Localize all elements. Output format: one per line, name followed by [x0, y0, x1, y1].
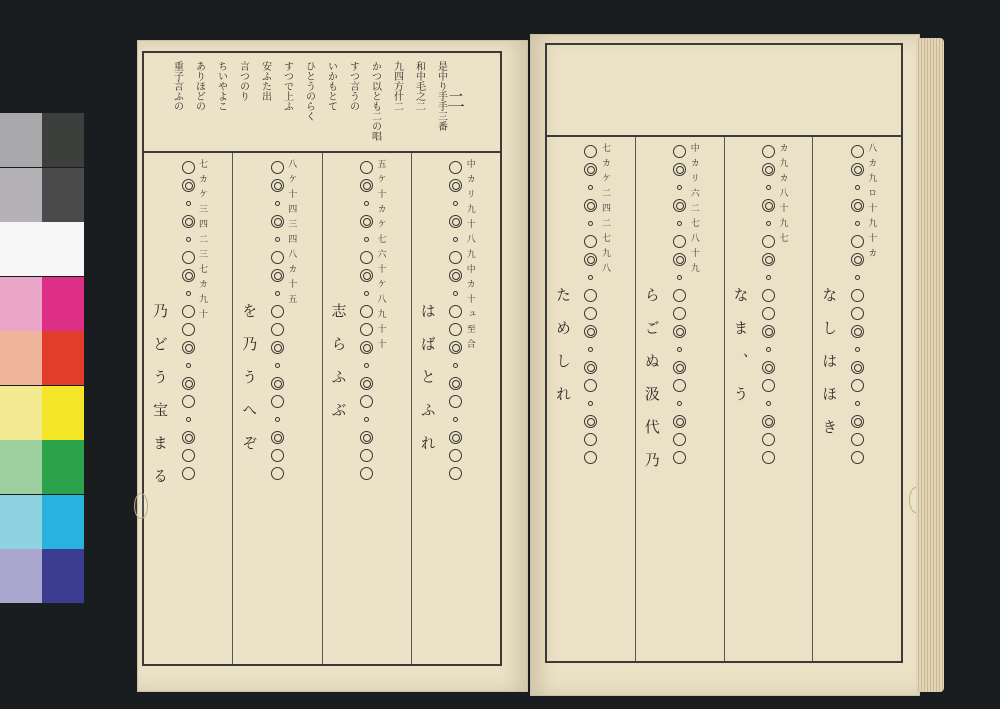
- note-circle-icon: [453, 291, 458, 296]
- header-text-line: 言つのり: [237, 61, 249, 101]
- note-circle-icon: [186, 201, 191, 206]
- header-text-line: 九四方什二: [391, 61, 403, 111]
- note-circle-icon: [182, 251, 195, 264]
- calibration-patch: [0, 440, 42, 494]
- note-circle-icon: [275, 201, 280, 206]
- header-text-line: 重子言ふの: [171, 61, 183, 111]
- lyric-text: ためしれ: [554, 287, 572, 419]
- note-circle-icon: [762, 451, 775, 464]
- note-circle-icon: [449, 431, 462, 444]
- note-circle-icon: [449, 251, 462, 264]
- note-circle-icon: [677, 401, 682, 406]
- note-circle-icon: [851, 235, 864, 248]
- calibration-patch: [42, 386, 84, 440]
- note-circle-icon: [851, 451, 864, 464]
- note-circle-icon: [364, 201, 369, 206]
- note-circle-icon: [271, 215, 284, 228]
- note-circle-icon: [851, 289, 864, 302]
- note-circle-icon: [584, 253, 597, 266]
- note-circle-icon: [673, 433, 686, 446]
- note-circle-icon: [271, 377, 284, 390]
- calibration-patch: [0, 331, 42, 385]
- note-circle-icon: [584, 433, 597, 446]
- notation-annotation: 中カリ九十八九中カ十ュ至合: [464, 159, 475, 354]
- calibration-patch: [42, 277, 84, 331]
- note-circle-icon: [673, 451, 686, 464]
- note-circle-icon: [271, 305, 284, 318]
- note-circle-icon: [271, 395, 284, 408]
- note-circle-icon: [673, 379, 686, 392]
- note-circle-icon: [584, 361, 597, 374]
- note-circle-icon: [275, 417, 280, 422]
- note-circle-icon: [271, 179, 284, 192]
- note-circle-icon: [677, 185, 682, 190]
- note-circle-icon: [271, 269, 284, 282]
- note-circle-icon: [851, 433, 864, 446]
- notation-annotation: 八ケ十四三四八カ十五: [286, 159, 297, 309]
- note-circle-icon: [766, 275, 771, 280]
- color-calibration-strip: [0, 113, 84, 605]
- calibration-patch: [42, 331, 84, 385]
- note-circle-icon: [762, 289, 775, 302]
- note-circle-icon: [588, 347, 593, 352]
- note-circle-icon: [182, 179, 195, 192]
- calibration-patch: [42, 495, 84, 549]
- note-circle-icon: [271, 341, 284, 354]
- note-circle-icon: [182, 341, 195, 354]
- note-circle-icon: [186, 417, 191, 422]
- header-text-line: ありほどの: [193, 61, 205, 111]
- right-page-frame: [545, 43, 903, 663]
- note-circle-icon: [182, 161, 195, 174]
- note-circle-icon: [677, 275, 682, 280]
- note-circle-icon: [360, 395, 373, 408]
- note-circle-icon: [449, 377, 462, 390]
- note-circle-icon: [851, 415, 864, 428]
- note-circle-icon: [851, 361, 864, 374]
- page-number: 二: [447, 91, 465, 112]
- note-circle-icon: [673, 253, 686, 266]
- note-circle-icon: [364, 417, 369, 422]
- note-circle-icon: [855, 185, 860, 190]
- note-circle-icon: [584, 199, 597, 212]
- calibration-patch: [0, 113, 42, 167]
- note-circle-icon: [271, 449, 284, 462]
- note-circle-icon: [182, 449, 195, 462]
- note-circle-icon: [762, 361, 775, 374]
- note-circle-icon: [360, 161, 373, 174]
- note-circle-icon: [275, 291, 280, 296]
- lyric-text: 乃どう宝まる: [151, 303, 169, 501]
- note-circle-icon: [673, 289, 686, 302]
- note-circle-icon: [851, 145, 864, 158]
- note-circle-icon: [673, 163, 686, 176]
- notation-annotation: 八カ九ロ十九十カ: [866, 143, 877, 263]
- left-notation-columns: [144, 153, 500, 664]
- note-circle-icon: [449, 395, 462, 408]
- note-circle-icon: [360, 431, 373, 444]
- note-circle-icon: [360, 323, 373, 336]
- note-circle-icon: [186, 237, 191, 242]
- note-circle-icon: [364, 363, 369, 368]
- note-circle-icon: [360, 341, 373, 354]
- note-circle-icon: [673, 235, 686, 248]
- header-text-line: ちいやよこ: [215, 61, 227, 111]
- calibration-patch: [42, 440, 84, 494]
- note-circle-icon: [766, 221, 771, 226]
- note-circle-icon: [449, 161, 462, 174]
- header-text-line: いかもとて: [325, 61, 337, 111]
- header-text-line: すつ言うの: [347, 61, 359, 111]
- note-circle-icon: [182, 305, 195, 318]
- note-circle-icon: [364, 237, 369, 242]
- note-circle-icon: [364, 291, 369, 296]
- note-circle-icon: [762, 145, 775, 158]
- note-circle-icon: [677, 347, 682, 352]
- note-circle-icon: [762, 379, 775, 392]
- page-edges: [916, 38, 944, 692]
- note-circle-icon: [762, 433, 775, 446]
- note-circle-icon: [584, 289, 597, 302]
- notation-column: [635, 137, 724, 661]
- calibration-patch: [42, 222, 84, 276]
- note-circle-icon: [449, 305, 462, 318]
- notation-column: [144, 153, 232, 664]
- note-circle-icon: [673, 325, 686, 338]
- note-circle-icon: [453, 417, 458, 422]
- note-circle-icon: [182, 215, 195, 228]
- header-text-line: かつ以とも二の唱: [369, 61, 381, 141]
- note-circle-icon: [851, 307, 864, 320]
- calibration-patch: [0, 549, 42, 603]
- lyric-text: はばとふれ: [418, 303, 437, 468]
- note-circle-icon: [851, 325, 864, 338]
- lyric-text: らごぬ汲代乃: [642, 287, 661, 485]
- note-circle-icon: [584, 415, 597, 428]
- header-text-line: 和中毛之二: [413, 61, 425, 111]
- note-circle-icon: [762, 199, 775, 212]
- calibration-patch: [0, 277, 42, 331]
- header-text-line: すつで上ふ: [281, 61, 293, 111]
- calibration-patch: [0, 495, 42, 549]
- note-circle-icon: [855, 275, 860, 280]
- note-circle-icon: [360, 449, 373, 462]
- note-circle-icon: [584, 235, 597, 248]
- note-circle-icon: [453, 363, 458, 368]
- note-circle-icon: [449, 467, 462, 480]
- lyric-text: 志らふぶ: [329, 303, 348, 435]
- right-page: [530, 34, 920, 696]
- lyric-text: なしはほき: [820, 287, 839, 452]
- note-circle-icon: [271, 251, 284, 264]
- left-page: [137, 40, 528, 692]
- page-hole-left: [134, 493, 148, 519]
- note-circle-icon: [673, 145, 686, 158]
- note-circle-icon: [360, 251, 373, 264]
- note-circle-icon: [673, 415, 686, 428]
- calibration-patch: [42, 113, 84, 167]
- note-circle-icon: [673, 199, 686, 212]
- note-circle-icon: [182, 431, 195, 444]
- right-notation-columns: [547, 137, 901, 661]
- note-circle-icon: [855, 347, 860, 352]
- note-circle-icon: [762, 253, 775, 266]
- note-circle-icon: [584, 325, 597, 338]
- note-circle-icon: [584, 163, 597, 176]
- note-circle-icon: [182, 269, 195, 282]
- note-circle-icon: [453, 201, 458, 206]
- notation-column: [322, 153, 411, 664]
- note-circle-icon: [677, 221, 682, 226]
- note-circle-icon: [766, 185, 771, 190]
- note-circle-icon: [766, 401, 771, 406]
- notation-annotation: 中カリ六二七八十九: [688, 143, 699, 278]
- note-circle-icon: [360, 179, 373, 192]
- note-circle-icon: [182, 395, 195, 408]
- note-circle-icon: [762, 235, 775, 248]
- note-circle-icon: [360, 269, 373, 282]
- notation-column: [232, 153, 321, 664]
- note-circle-icon: [588, 221, 593, 226]
- notation-column: [547, 137, 635, 661]
- header-text-line: 是中り手手三番: [435, 61, 447, 131]
- note-circle-icon: [360, 305, 373, 318]
- note-circle-icon: [851, 199, 864, 212]
- note-circle-icon: [182, 467, 195, 480]
- note-circle-icon: [762, 307, 775, 320]
- note-circle-icon: [271, 323, 284, 336]
- note-circle-icon: [449, 269, 462, 282]
- note-circle-icon: [360, 377, 373, 390]
- note-circle-icon: [271, 431, 284, 444]
- lyric-text: なま、う: [731, 287, 750, 419]
- note-circle-icon: [186, 363, 191, 368]
- note-circle-icon: [588, 185, 593, 190]
- note-circle-icon: [762, 415, 775, 428]
- note-circle-icon: [584, 379, 597, 392]
- note-circle-icon: [766, 347, 771, 352]
- note-circle-icon: [851, 379, 864, 392]
- note-circle-icon: [449, 179, 462, 192]
- note-circle-icon: [449, 215, 462, 228]
- calibration-patch: [42, 549, 84, 603]
- calibration-patch: [42, 168, 84, 222]
- note-circle-icon: [851, 253, 864, 266]
- note-circle-icon: [182, 377, 195, 390]
- open-book: [137, 34, 945, 696]
- notation-annotation: 五ケ十カケ七六十ケ八九十十: [375, 159, 386, 354]
- notation-annotation: 七カケ二四二七九八: [600, 143, 610, 278]
- note-circle-icon: [673, 307, 686, 320]
- note-circle-icon: [855, 401, 860, 406]
- lyric-text: を乃うへぞ: [240, 303, 259, 468]
- notation-annotation: 七カケ三四二三七カ九十: [197, 159, 207, 324]
- note-circle-icon: [360, 215, 373, 228]
- note-circle-icon: [360, 467, 373, 480]
- note-circle-icon: [588, 275, 593, 280]
- note-circle-icon: [762, 163, 775, 176]
- left-page-frame: [142, 51, 502, 666]
- note-circle-icon: [855, 221, 860, 226]
- note-circle-icon: [449, 323, 462, 336]
- left-page-header: [144, 53, 500, 153]
- note-circle-icon: [449, 449, 462, 462]
- note-circle-icon: [762, 325, 775, 338]
- right-page-header: [547, 45, 901, 137]
- notation-column: [812, 137, 901, 661]
- note-circle-icon: [584, 451, 597, 464]
- note-circle-icon: [182, 323, 195, 336]
- header-text-line: ひとうのらく: [303, 61, 315, 121]
- header-text-line: 安ふた出: [259, 61, 271, 101]
- note-circle-icon: [673, 361, 686, 374]
- note-circle-icon: [186, 291, 191, 296]
- note-circle-icon: [449, 341, 462, 354]
- note-circle-icon: [275, 237, 280, 242]
- notation-column: [411, 153, 500, 664]
- notation-column: [724, 137, 813, 661]
- calibration-patch: [0, 168, 42, 222]
- calibration-patch: [0, 386, 42, 440]
- notation-annotation: カ九カ八十九七: [777, 143, 788, 248]
- note-circle-icon: [584, 145, 597, 158]
- note-circle-icon: [851, 163, 864, 176]
- note-circle-icon: [584, 307, 597, 320]
- calibration-patch: [0, 222, 42, 276]
- note-circle-icon: [271, 161, 284, 174]
- note-circle-icon: [271, 467, 284, 480]
- note-circle-icon: [275, 363, 280, 368]
- note-circle-icon: [588, 401, 593, 406]
- note-circle-icon: [453, 237, 458, 242]
